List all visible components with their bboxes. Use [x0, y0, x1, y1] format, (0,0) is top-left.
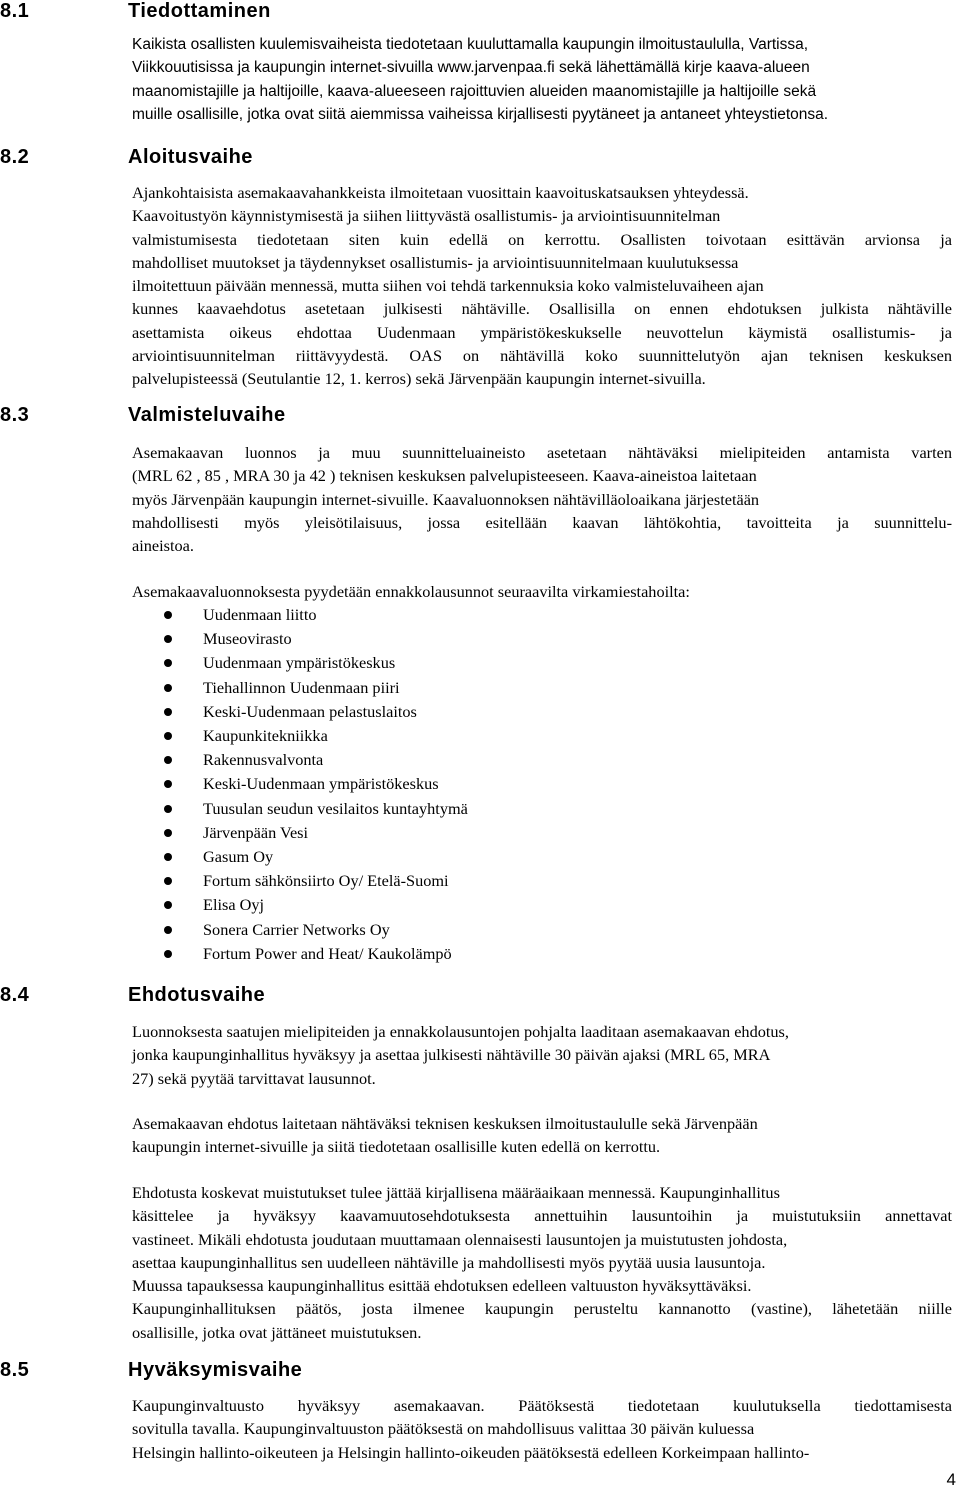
section-title: Tiedottaminen — [128, 0, 271, 22]
bullet-icon — [164, 829, 172, 837]
bullet-icon — [164, 853, 172, 861]
section-title: Valmisteluvaihe — [128, 404, 286, 426]
section-number: 8.2 — [0, 146, 30, 168]
list-item-label: Sonera Carrier Networks Oy — [203, 919, 390, 939]
list-item — [162, 603, 468, 627]
section-heading-8-2 — [0, 146, 253, 168]
list-item — [162, 821, 468, 845]
list-item — [162, 651, 468, 675]
list-item-label: Keski-Uudenmaan ympäristökeskus — [203, 774, 439, 794]
text-line: aineistoa. — [132, 536, 194, 556]
list-item — [162, 700, 468, 724]
text-line: Kaavoitustyön käynnistymisestä ja siihen liittyvästä osallistumis- ja arviointisuunnitelman — [132, 206, 721, 226]
bullet-icon — [164, 780, 172, 788]
section-number: 8.4 — [0, 984, 30, 1006]
text-line: myös Järvenpään kaupungin internet-sivuille. Kaavaluonnoksen nähtävilläoloaikana järjestetään — [132, 489, 760, 509]
text-line: vastineet. Mikäli ehdotusta joudutaan muuttamaan olennaisesti lausuntojen ja muistutusten johdosta, — [132, 1229, 788, 1249]
text-line: valmistumisesta tiedotetaan siten kuin edellä on kerrottu. Osallisten toivotaan esittävän arvionsa ja — [132, 229, 952, 249]
text-line: Muussa tapauksessa kaupunginhallitus esittää ehdotuksen edelleen valtuuston hyväksyttäväksi. — [132, 1276, 752, 1296]
list-item — [162, 893, 468, 917]
text-line: Ajankohtaisista asemakaavahankkeista ilmoitetaan vuosittain kaavoituskatsauksen yhteydessä. — [132, 183, 749, 202]
text-line: palvelupisteessä (Seutulantie 12, 1. kerros) sekä Järvenpään kaupungin internet-sivuilla. — [132, 369, 706, 389]
section-heading-8-3 — [0, 404, 286, 426]
text-line: käsittelee ja hyväksyy kaavamuutosehdotuksesta annettuihin lausuntoihin ja muistutuksiin annettavat — [132, 1206, 952, 1226]
text-line: Ehdotusta koskevat muistutukset tulee jättää kirjallisena määräaikaan mennessä. Kaupunginhallitus — [132, 1183, 780, 1202]
text-line: 27) sekä pyytää tarvittavat lausunnot. — [132, 1068, 376, 1088]
list-item — [162, 918, 468, 942]
bullet-icon — [164, 684, 172, 692]
list-item — [162, 627, 468, 651]
paragraph-aloitusvaihe — [132, 181, 952, 391]
list-item — [162, 772, 468, 796]
list-intro — [132, 580, 952, 603]
section-title: Hyväksymisvaihe — [128, 1359, 303, 1381]
bullet-icon — [164, 901, 172, 909]
text-line: Asemakaavan ehdotus laitetaan nähtäväksi teknisen keskuksen ilmoitustaululle sekä Järvenpään — [132, 1114, 758, 1133]
text-line: Kaupunginhallituksen päätös, josta ilmenee kaupungin perusteltu kannanotto (vastine), lähetetään niille — [132, 1299, 952, 1319]
list-item-label: Keski-Uudenmaan pelastuslaitos — [203, 701, 417, 721]
text-line: Helsingin hallinto-oikeuteen ja Helsingin hallinto-oikeuden päätöksestä edelleen Korkeimpaan hallinto- — [132, 1442, 810, 1462]
text-line: mahdolliset muutokset ja täydennykset osallistumis- ja arviointisuunnitelmaan kuulutuksessa — [132, 252, 739, 272]
text-line: jonka kaupunginhallitus hyväksyy ja asettaa julkisesti nähtäville 30 päivän ajaksi (MRL 65, MRA — [132, 1045, 771, 1065]
bullet-icon — [164, 635, 172, 643]
list-item-label: Gasum Oy — [203, 847, 274, 867]
text-line: sovitulla tavalla. Kaupunginvaltuuston päätöksestä on mahdollisuus valittaa 30 päivän kuluessa — [132, 1419, 755, 1439]
section-title: Aloitusvaihe — [128, 146, 253, 168]
bullet-icon — [164, 708, 172, 716]
bullet-icon — [164, 659, 172, 667]
list-item-label: Fortum Power and Heat/ Kaukolämpö — [203, 943, 452, 963]
paragraph-ehdotus-2 — [132, 1112, 952, 1159]
paragraph-ehdotus-3 — [132, 1181, 952, 1344]
paragraph-ehdotus-1 — [132, 1020, 952, 1090]
section-heading-8-5 — [0, 1359, 302, 1381]
text-line: mahdollisesti myös yleisötilaisuus, jossa esitellään kaavan lähtökohtia, tavoitteita ja suunnittelu- — [132, 512, 952, 532]
paragraph-tiedottaminen — [132, 33, 952, 126]
text-line: asettamista oikeus ehdottaa Uudenmaan ympäristökeskukselle neuvottelun käymistä osallistumis- ja — [132, 322, 952, 342]
text-line: muille osallisille, jotka ovat siitä aiemmissa vaiheissa kirjallisesti pyytäneet ja antaneet yhteystietonsa. — [132, 105, 829, 123]
list-item — [162, 748, 468, 772]
list-item-label: Fortum sähkönsiirto Oy/ Etelä-Suomi — [203, 871, 449, 891]
list-item — [162, 797, 468, 821]
list-item-label: Tuusulan seudun vesilaitos kuntayhtymä — [203, 798, 468, 818]
text-line: kunnes kaavaehdotus asetetaan julkisesti nähtäville. Osallisilla on ennen ehdotuksen julkista nähtäville — [132, 299, 952, 319]
text-line: maanomistajille ja haltijoille, kaava-alueeseen rajoittuvien alueiden maanomistajille ja haltijoille sekä — [132, 82, 817, 100]
bullet-icon — [164, 732, 172, 740]
list-item — [162, 845, 468, 869]
list-item — [162, 942, 468, 966]
text-line: kaupungin internet-sivuille ja siitä tiedotetaan osallisille kuten edellä on kerrottu. — [132, 1137, 661, 1157]
page-number: 4 — [946, 1470, 956, 1489]
text-line: asettaa kaupunginhallitus sen uudelleen nähtäville ja mahdollisesti myös pyytää uusia lausuntoja. — [132, 1252, 766, 1272]
list-item-label: Elisa Oyj — [203, 895, 265, 915]
text-line: Kaikista osallisten kuulemisvaiheista tiedotetaan kuuluttamalla kaupungin ilmoitustaululla, Vartissa, — [132, 36, 809, 53]
section-number: 8.3 — [0, 404, 30, 426]
list-item-label: Uudenmaan liitto — [203, 605, 317, 624]
list-item — [162, 676, 468, 700]
paragraph-valmisteluvaihe — [132, 441, 952, 557]
section-number: 8.5 — [0, 1359, 30, 1381]
reviewer-list — [162, 603, 468, 966]
paragraph-hyvaksymisvaihe — [132, 1394, 952, 1464]
text-line: arviointisuunnitelman riittävyydestä. OAS on nähtävillä koko suunnittelutyön ajan teknisen keskuksen — [132, 346, 952, 366]
section-heading-8-4 — [0, 984, 265, 1006]
bullet-icon — [164, 756, 172, 764]
text-line: Luonnoksesta saatujen mielipiteiden ja ennakkolausuntojen pohjalta laaditaan asemakaavan ehdotus, — [132, 1022, 789, 1041]
section-heading-8-1 — [0, 0, 271, 22]
bullet-icon — [164, 805, 172, 813]
text-line: (MRL 62 , 85 , MRA 30 ja 42 ) teknisen keskuksen palvelupisteeseen. Kaava-aineistoa laitetaan — [132, 466, 757, 486]
text-line: osallisille, jotka ovat jättäneet muistutuksen. — [132, 1322, 422, 1342]
text-line: ilmoitettuun päivään mennessä, mutta siihen voi tehdä tarkennuksia koko valmisteluvaiheen ajan — [132, 276, 764, 296]
text-line: Kaupunginvaltuusto hyväksyy asemakaavan. Päätöksestä tiedotetaan kuulutuksella tiedottamisesta — [132, 1396, 952, 1415]
bullet-icon — [164, 877, 172, 885]
list-item-label: Rakennusvalvonta — [203, 750, 324, 770]
text-line: Asemakaavaluonnoksesta pyydetään ennakkolausunnot seuraavilta virkamiestahoilta: — [132, 582, 690, 601]
bullet-icon — [164, 926, 172, 934]
section-title: Ehdotusvaihe — [128, 984, 266, 1006]
list-item-label: Museovirasto — [203, 629, 292, 649]
list-item-label: Uudenmaan ympäristökeskus — [203, 653, 396, 673]
list-item-label: Tiehallinnon Uudenmaan piiri — [203, 677, 400, 697]
text-line: Viikkouutisissa ja kaupungin internet-sivuilla www.jarvenpaa.fi sekä lähettämällä kirje kaava-alueen — [132, 59, 810, 77]
text-line: Asemakaavan luonnos ja muu suunnitteluaineisto asetetaan nähtäväksi mielipiteiden antamista varten — [132, 443, 952, 462]
list-item-label: Järvenpään Vesi — [203, 822, 309, 842]
bullet-icon — [164, 950, 172, 958]
list-item — [162, 869, 468, 893]
list-item-label: Kaupunkitekniikka — [203, 726, 328, 746]
bullet-icon — [164, 611, 172, 619]
list-item — [162, 724, 468, 748]
section-number: 8.1 — [0, 0, 30, 22]
